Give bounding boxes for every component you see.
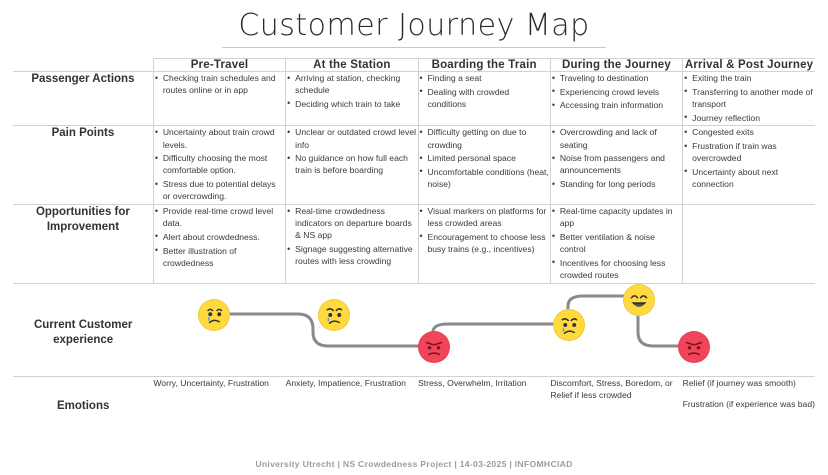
row-label-pain-points: Pain Points bbox=[13, 126, 153, 205]
cell-pain-points-arrival-post-journey bbox=[683, 126, 815, 205]
list-item: • Checking train schedules and routes online or in app bbox=[163, 72, 285, 96]
row-emotions bbox=[13, 376, 815, 413]
list-item: • Difficulty getting on due to crowding bbox=[428, 126, 550, 150]
cell-opportunities-at-the-station bbox=[286, 205, 418, 284]
row-current-customer-experience bbox=[13, 283, 815, 376]
list-item: • Limited personal space bbox=[428, 152, 550, 164]
list-item: • Real-time crowdedness indicators on departure boards & NS app bbox=[295, 205, 417, 242]
page-title: Customer Journey Map bbox=[222, 8, 605, 48]
experience-track bbox=[153, 283, 815, 376]
list-item: • Uncomfortable conditions (heat, noise) bbox=[428, 166, 550, 190]
list-item: • Uncertainty about train crowd levels. bbox=[163, 126, 285, 150]
list-item: • Provide real-time crowd level data. bbox=[163, 205, 285, 229]
stage-header-at-the-station: At the Station bbox=[286, 59, 418, 72]
list-item: • Journey reflection bbox=[692, 112, 815, 124]
list-item: • Stress due to potential delays or overcrowding. bbox=[163, 178, 285, 202]
cell-passenger-actions-at-the-station bbox=[286, 72, 418, 126]
list-item: • Signage suggesting alternative routes with less crowding bbox=[295, 243, 417, 267]
emoji-pre-travel-sad bbox=[198, 299, 230, 331]
emotion-text: Relief (if journey was smooth) bbox=[682, 377, 796, 388]
list-item: • Traveling to destination bbox=[560, 72, 682, 84]
list-item: • Overcrowding and lack of seating bbox=[560, 126, 682, 150]
sad-tear-icon bbox=[199, 300, 229, 330]
list-item: • Congested exits bbox=[692, 126, 815, 138]
list-item: • Real-time capacity updates in app bbox=[560, 205, 682, 229]
list-item: • Uncertainty about next connection bbox=[692, 166, 815, 190]
list-item: • Dealing with crowded conditions bbox=[428, 86, 550, 110]
cell-opportunities-pre-travel bbox=[153, 205, 285, 284]
row-label-opportunities: Opportunities for Improvement bbox=[13, 205, 153, 284]
row-label-passenger-actions: Passenger Actions bbox=[13, 72, 153, 126]
cell-emotions-during-the-journey bbox=[550, 376, 682, 413]
cell-passenger-actions-during-the-journey bbox=[550, 72, 682, 126]
stage-header-row bbox=[13, 59, 815, 72]
annoyed-face-icon bbox=[419, 332, 449, 362]
emoji-during-journey-sad bbox=[553, 309, 585, 341]
list-item: • Deciding which train to take bbox=[295, 98, 417, 110]
stage-header-boarding-the-train: Boarding the Train bbox=[418, 59, 550, 72]
cell-pain-points-during-the-journey bbox=[550, 126, 682, 205]
laughing-face-icon bbox=[624, 285, 654, 315]
cell-pain-points-at-the-station bbox=[286, 126, 418, 205]
cell-pain-points-boarding-the-train bbox=[418, 126, 550, 205]
row-label-current-experience: Current Customer experience bbox=[13, 283, 153, 376]
list-item: • Alert about crowdedness. bbox=[163, 231, 285, 243]
experience-line bbox=[153, 284, 815, 376]
footer-credit: University Utrecht | NS Crowdedness Project | 14-03-2025 | INFOMHCIAD bbox=[255, 459, 573, 469]
cell-passenger-actions-boarding-the-train bbox=[418, 72, 550, 126]
emoji-arrival-annoyed bbox=[678, 331, 710, 363]
list-item: • Better illustration of crowdedness bbox=[163, 245, 285, 269]
emotion-text: Discomfort, Stress, Boredom, or Relief if less crowded bbox=[550, 377, 673, 401]
list-item: • Frustration if train was overcrowded bbox=[692, 140, 815, 164]
title-container bbox=[0, 0, 828, 48]
list-item: • Unclear or outdated crowd level info bbox=[295, 126, 417, 150]
stage-header-pre-travel: Pre-Travel bbox=[153, 59, 285, 72]
emoji-boarding-annoyed bbox=[418, 331, 450, 363]
cell-emotions-arrival-post-journey bbox=[683, 376, 815, 413]
table-head bbox=[13, 59, 815, 72]
list-item: • Noise from passengers and announcements bbox=[560, 152, 682, 176]
row-passenger-actions bbox=[13, 72, 815, 126]
table-body bbox=[13, 72, 815, 414]
cell-emotions-at-the-station bbox=[286, 376, 418, 413]
cell-opportunities-boarding-the-train bbox=[418, 205, 550, 284]
list-item: • No guidance on how full each train is before boarding bbox=[295, 152, 417, 176]
cell-passenger-actions-arrival-post-journey bbox=[683, 72, 815, 126]
emotion-text: Anxiety, Impatience, Frustration bbox=[285, 377, 406, 388]
list-item: • Difficulty choosing the most comfortable option. bbox=[163, 152, 285, 176]
emoji-arrival-happy bbox=[623, 284, 655, 316]
experience-canvas bbox=[153, 284, 815, 376]
stage-header-during-the-journey: During the Journey bbox=[550, 59, 682, 72]
list-item: • Visual markers on platforms for less crowded areas bbox=[428, 205, 550, 229]
worried-face-icon bbox=[319, 300, 349, 330]
list-item: • Experiencing crowd levels bbox=[560, 86, 682, 98]
row-label-emotions: Emotions bbox=[13, 376, 153, 413]
list-item: • Encouragement to choose less busy trains (e.g., incentives) bbox=[428, 231, 550, 255]
cell-pain-points-pre-travel bbox=[153, 126, 285, 205]
stage-header-arrival-post-journey: Arrival & Post Journey bbox=[683, 59, 815, 72]
cell-opportunities-arrival-post-journey bbox=[683, 205, 815, 284]
cell-emotions-pre-travel bbox=[153, 376, 285, 413]
emotion-text: Stress, Overwhelm, Irritation bbox=[418, 377, 527, 388]
list-item: • Arriving at station, checking schedule bbox=[295, 72, 417, 96]
list-item: • Standing for long periods bbox=[560, 178, 682, 190]
corner-blank bbox=[13, 59, 153, 72]
emotion-text: Worry, Uncertainty, Frustration bbox=[153, 377, 269, 388]
row-opportunities-for-improvement bbox=[13, 205, 815, 284]
list-item: • Transferring to another mode of transport bbox=[692, 86, 815, 110]
list-item: • Incentives for choosing less crowded routes bbox=[560, 257, 682, 281]
list-item: • Better ventilation & noise control bbox=[560, 231, 682, 255]
cell-passenger-actions-pre-travel bbox=[153, 72, 285, 126]
journey-table bbox=[13, 58, 815, 414]
cell-opportunities-during-the-journey bbox=[550, 205, 682, 284]
list-item: • Accessing train information bbox=[560, 99, 682, 111]
cell-emotions-boarding-the-train bbox=[418, 376, 550, 413]
row-pain-points bbox=[13, 126, 815, 205]
list-item: • Exiting the train bbox=[692, 72, 815, 84]
emotion-text: Frustration (if experience was bad) bbox=[682, 399, 815, 410]
sad-tear-icon bbox=[554, 310, 584, 340]
emoji-at-station-worried bbox=[318, 299, 350, 331]
list-item: • Finding a seat bbox=[428, 72, 550, 84]
annoyed-face-icon bbox=[679, 332, 709, 362]
